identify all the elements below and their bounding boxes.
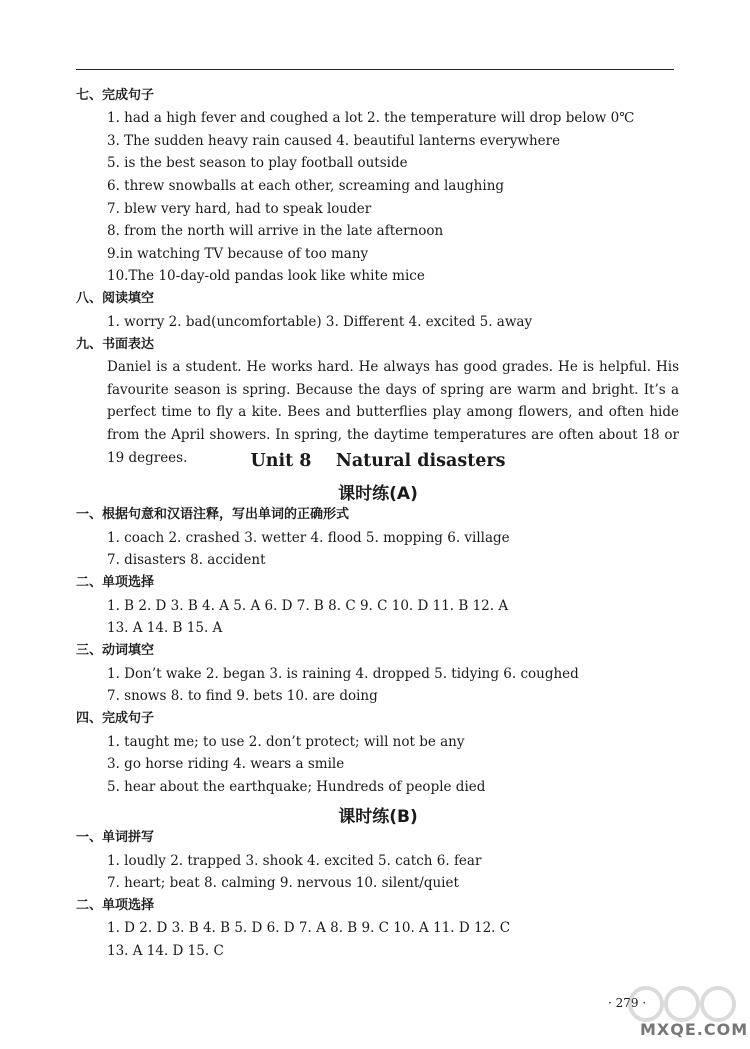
answer-line: 1. coach 2. crashed 3. wetter 4. flood 5. mopping 6. village xyxy=(107,530,510,546)
part-b-section-1-heading: 一、单词拼写 xyxy=(76,830,155,845)
answer-line: 1. D 2. D 3. B 4. B 5. D 6. D 7. A 8. B 9. C 10. A 11. D 12. C xyxy=(107,920,511,936)
answer-line: 7. disasters 8. accident xyxy=(107,552,266,568)
answer-line: 13. A 14. D 15. C xyxy=(107,943,224,959)
part-a-section-2-heading: 二、单项选择 xyxy=(76,575,155,590)
part-a-section-1-heading: 一、根据句意和汉语注释，写出单词的正确形式 xyxy=(76,507,350,522)
section-9-heading: 九、书面表达 xyxy=(76,337,155,352)
answer-line: 1. had a high fever and coughed a lot 2. the temperature will drop below 0℃ xyxy=(107,110,635,126)
answer-line: 7. blew very hard, had to speak louder xyxy=(107,201,372,217)
answer-line: 10.The 10-day-old pandas look like white mice xyxy=(107,268,425,284)
answer-line: 1. Don’t wake 2. began 3. is raining 4. dropped 5. tidying 6. coughed xyxy=(107,666,579,682)
section-7-heading: 七、完成句子 xyxy=(76,88,155,103)
answer-line: 9.in watching TV because of too many xyxy=(107,246,369,262)
answer-line: 3. The sudden heavy rain caused 4. beautiful lanterns everywhere xyxy=(107,133,561,149)
part-b-title: 课时练(B) xyxy=(338,807,418,827)
essay-paragraph: Daniel is a student. He works hard. He always has good grades. He is helpful. His favourite season is spring. Because the days of spring are warm and bright. It’s a perfect time to fly a kite. Bees and butterflies play among flowers, and often hide from the April showers. In spring, the daytime temperatures are often about 18 or 19 degrees. xyxy=(107,359,679,466)
watermark-text: MXQE.COM xyxy=(640,1020,749,1039)
answer-line: 7. snows 8. to find 9. bets 10. are doing xyxy=(107,688,378,704)
part-a-section-4-heading: 四、完成句子 xyxy=(76,711,155,726)
answer-line: 13. A 14. B 15. A xyxy=(107,620,223,636)
answer-line: 8. from the north will arrive in the late afternoon xyxy=(107,223,444,239)
part-b-section-2-heading: 二、单项选择 xyxy=(76,898,155,913)
answer-line: 6. threw snowballs at each other, screaming and laughing xyxy=(107,178,505,194)
section-8-heading: 八、阅读填空 xyxy=(76,291,155,306)
part-a-title: 课时练(A) xyxy=(338,484,418,504)
answer-line: 7. heart; beat 8. calming 9. nervous 10. silent/quiet xyxy=(107,875,459,891)
unit-title: Unit 8 Natural disasters xyxy=(250,451,506,471)
answer-line: 1. loudly 2. trapped 3. shook 4. excited 5. catch 6. fear xyxy=(107,853,482,869)
answer-line: 1. B 2. D 3. B 4. A 5. A 6. D 7. B 8. C 9. C 10. D 11. B 12. A xyxy=(107,598,509,614)
answer-line: 1. worry 2. bad(uncomfortable) 3. Different 4. excited 5. away xyxy=(107,314,533,330)
answer-line: 1. taught me; to use 2. don’t protect; will not be any xyxy=(107,734,465,750)
answer-line: 3. go horse riding 4. wears a smile xyxy=(107,756,345,772)
answer-line: 5. hear about the earthquake; Hundreds of people died xyxy=(107,779,486,795)
page-number: · 279 · xyxy=(608,996,647,1010)
part-a-section-3-heading: 三、动词填空 xyxy=(76,643,155,658)
answer-line: 5. is the best season to play football outside xyxy=(107,155,408,171)
top-rule xyxy=(76,69,674,70)
